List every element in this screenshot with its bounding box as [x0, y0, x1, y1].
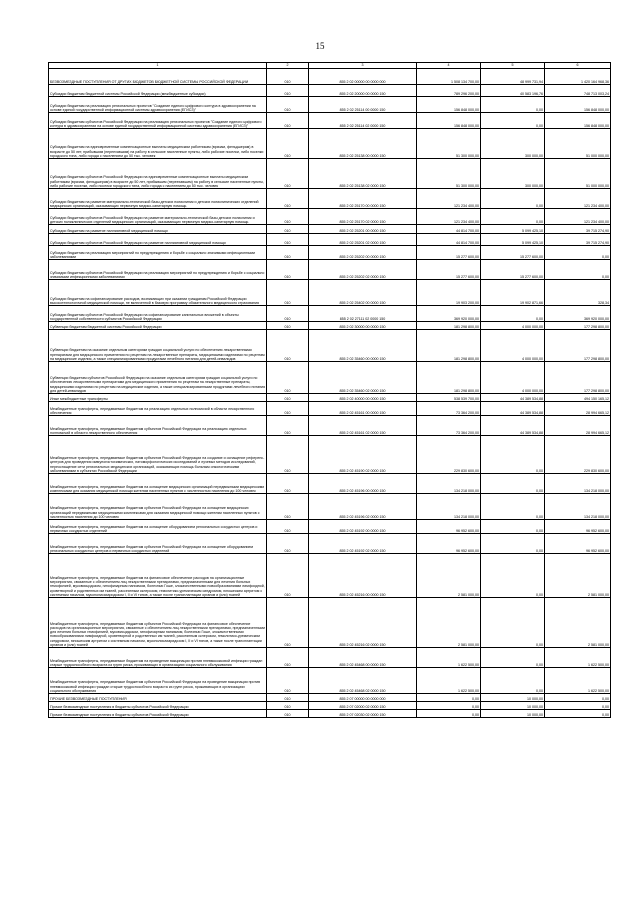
row-unexecuted-cell: 0,00 [545, 694, 611, 702]
row-executed-cell: 19 902 871,66 [481, 280, 545, 306]
row-unexecuted-cell: 156 848 000,00 [545, 97, 611, 113]
row-unexecuted-cell: 0,00 [545, 702, 611, 710]
page-number: 15 [315, 41, 325, 51]
table-row [49, 129, 611, 159]
row-unexecuted-cell: 1 622 500,00 [545, 648, 611, 668]
row-unexecuted-cell: 0,00 [545, 710, 611, 718]
row-line-code-cell: 010 [267, 402, 309, 416]
table-row [49, 280, 611, 306]
row-budget-code-cell: 855 2 02 30000 00 0000 150 [309, 322, 417, 330]
table-row [49, 260, 611, 280]
row-name-cell: Субсидии бюджетам на софинансирование расходов, возникающих при оказании гражданам Российской Федерации высокотехнологичной медицинской помощи, не включенной в базовую программу обязательного медицинского страхования [49, 280, 267, 306]
row-approved-cell: 229 830 600,00 [417, 436, 481, 474]
row-executed-cell: 44 389 534,88 [481, 394, 545, 402]
table-row [49, 394, 611, 402]
row-budget-code-cell: 855 2 02 25114 00 0000 150 [309, 97, 417, 113]
column-number: 2 [267, 63, 309, 69]
table-row [49, 234, 611, 246]
row-executed-cell: 0,00 [481, 306, 545, 322]
row-budget-code-cell: 855 2 02 45468 00 0000 150 [309, 648, 417, 668]
row-line-code-cell: 010 [267, 189, 309, 209]
row-name-cell: Межбюджетные трансферты, передаваемые бюджетам на реализацию отдельных полномочий в области лекарственного обеспечения [49, 402, 267, 416]
row-name-cell: Субсидии бюджетам субъектов Российской Федерации на реализацию мероприятий по предупреждению и борьбе с социально значимыми инфекционными заболеваниями [49, 260, 267, 280]
row-executed-cell: 0,00 [481, 474, 545, 494]
row-line-code-cell: 010 [267, 534, 309, 554]
row-unexecuted-cell: 1 622 500,00 [545, 668, 611, 694]
row-approved-cell: 134 218 000,00 [417, 474, 481, 494]
row-budget-code-cell: 855 2 02 25202 02 0000 150 [309, 260, 417, 280]
row-budget-code-cell: 855 2 02 25202 00 0000 150 [309, 246, 417, 260]
row-approved-cell: 156 848 000,00 [417, 113, 481, 129]
table-row [49, 159, 611, 189]
row-approved-cell: 51 300 000,00 [417, 159, 481, 189]
row-executed-cell: 0,00 [481, 97, 545, 113]
row-line-code-cell: 010 [267, 209, 309, 225]
column-number: 4 [417, 63, 481, 69]
row-budget-code-cell: 855 2 02 45196 00 0000 150 [309, 474, 417, 494]
row-budget-code-cell: 855 2 02 25201 02 0000 150 [309, 234, 417, 246]
row-name-cell: Иные межбюджетные трансферты [49, 394, 267, 402]
row-name-cell: Межбюджетные трансферты, передаваемые бюджетам на оснащение оборудованием региональных сосудистых центров и первичных сосудистых отделений [49, 520, 267, 534]
row-approved-cell: 1 508 134 700,00 [417, 69, 481, 85]
row-name-cell: Межбюджетные трансферты, передаваемые бюджетам субъектов Российской Федерации на оснащение оборудованием региональных сосудистых центров и первичных сосудистых отделений [49, 534, 267, 554]
row-unexecuted-cell: 121 234 400,00 [545, 189, 611, 209]
table-row [49, 306, 611, 322]
row-approved-cell: 96 952 600,00 [417, 534, 481, 554]
table-row [49, 209, 611, 225]
table-row [49, 668, 611, 694]
row-executed-cell: 10 000,00 [481, 694, 545, 702]
row-line-code-cell: 010 [267, 280, 309, 306]
row-line-code-cell: 010 [267, 520, 309, 534]
table-row [49, 694, 611, 702]
row-line-code-cell: 010 [267, 702, 309, 710]
table-row [49, 474, 611, 494]
row-line-code-cell: 010 [267, 69, 309, 85]
table-body [49, 63, 611, 718]
row-budget-code-cell: 855 2 02 27111 02 0000 150 [309, 306, 417, 322]
row-line-code-cell: 010 [267, 97, 309, 113]
row-unexecuted-cell: 28 994 665,12 [545, 416, 611, 436]
row-executed-cell: 44 389 534,88 [481, 402, 545, 416]
row-line-code-cell: 010 [267, 474, 309, 494]
row-executed-cell: 4 000 000,00 [481, 322, 545, 330]
row-approved-cell: 96 952 600,00 [417, 520, 481, 534]
row-executed-cell: 4 000 000,00 [481, 330, 545, 362]
row-name-cell: Субсидии бюджетам субъектов Российской Федерации на развитие паллиативной медицинской помощи [49, 234, 267, 246]
row-approved-cell: 73 364 200,00 [417, 416, 481, 436]
row-line-code-cell: 010 [267, 246, 309, 260]
row-unexecuted-cell: 134 218 000,00 [545, 494, 611, 520]
row-executed-cell: 300 000,00 [481, 159, 545, 189]
row-line-code-cell: 010 [267, 598, 309, 648]
row-budget-code-cell: 855 2 02 45161 02 0000 150 [309, 416, 417, 436]
row-name-cell: Субвенции бюджетам бюджетной системы Российской Федерации [49, 322, 267, 330]
row-unexecuted-cell: 96 952 600,00 [545, 534, 611, 554]
table-row [49, 402, 611, 416]
row-name-cell: Прочие безвозмездные поступления в бюджеты субъектов Российской Федерации [49, 702, 267, 710]
table-row [49, 330, 611, 362]
row-executed-cell: 5 099 425,10 [481, 234, 545, 246]
row-line-code-cell: 010 [267, 225, 309, 234]
table-row [49, 189, 611, 209]
row-executed-cell: 10 000,00 [481, 702, 545, 710]
row-budget-code-cell: 855 2 02 45161 00 0000 150 [309, 402, 417, 416]
row-name-cell: Субсидии бюджетам субъектов Российской Федерации на развитие материально-технической базы детских поликлиник и детских поликлинических отделений медицинских организаций, оказывающих первичную медико-санитарную помощь [49, 209, 267, 225]
row-executed-cell: 4 000 000,00 [481, 362, 545, 394]
row-line-code-cell: 010 [267, 260, 309, 280]
row-approved-cell: 1 622 500,00 [417, 648, 481, 668]
row-name-cell: Субсидии бюджетам бюджетной системы Российской Федерации (межбюджетные субсидии) [49, 85, 267, 97]
table-row [49, 648, 611, 668]
row-executed-cell: 40 583 196,76 [481, 85, 545, 97]
row-approved-cell: 369 920 000,00 [417, 306, 481, 322]
row-unexecuted-cell: 96 952 600,00 [545, 520, 611, 534]
row-approved-cell: 2 581 000,00 [417, 554, 481, 598]
row-budget-code-cell: 855 2 02 20000 00 0000 150 [309, 85, 417, 97]
row-unexecuted-cell: 28 994 665,12 [545, 402, 611, 416]
table-row [49, 246, 611, 260]
row-executed-cell: 48 999 731,94 [481, 69, 545, 85]
table-row [49, 69, 611, 85]
row-executed-cell: 15 277 600,00 [481, 246, 545, 260]
row-name-cell: Прочие безвозмездные поступления в бюджеты субъектов Российской Федерации [49, 710, 267, 718]
row-name-cell: Межбюджетные трансферты, передаваемые бюджетам субъектов Российской Федерации на реализацию отдельных полномочий в области лекарственного обеспечения [49, 416, 267, 436]
row-unexecuted-cell: 2 581 000,00 [545, 554, 611, 598]
row-budget-code-cell: 855 2 02 45196 02 0000 150 [309, 494, 417, 520]
row-unexecuted-cell: 121 234 400,00 [545, 209, 611, 225]
row-name-cell: ПРОЧИЕ БЕЗВОЗМЕЗДНЫЕ ПОСТУПЛЕНИЯ [49, 694, 267, 702]
table-row [49, 113, 611, 129]
row-unexecuted-cell: 134 218 000,00 [545, 474, 611, 494]
row-line-code-cell: 010 [267, 330, 309, 362]
row-budget-code-cell: 855 2 02 45216 02 0000 150 [309, 598, 417, 648]
row-name-cell: Субвенции бюджетам на оказание отдельным категориям граждан социальной услуги по обеспечению лекарственными препаратами для медицинского применения по рецептам на лекарственные препараты, медицинскими изделиями по рецептам на медицинские изделия, а также специализированными продуктами лечебного питания для детей-инвалидов [49, 330, 267, 362]
table-row [49, 554, 611, 598]
row-name-cell: Межбюджетные трансферты, передаваемые бюджетам субъектов Российской Федерации на создание и оснащение референс-центров для проведения иммуногистохимических, патоморфологических исследований и лучевых методов исследований, переоснащение сети региональных медицинских организаций, оказывающих помощь больным онкологическими заболеваниями в субъектах Российской Федерации [49, 436, 267, 474]
row-unexecuted-cell: 748 713 003,24 [545, 85, 611, 97]
row-name-cell: Субсидии бюджетам на реализацию мероприятий по предупреждению и борьбе с социально значимыми инфекционными заболеваниями [49, 246, 267, 260]
row-executed-cell: 0,00 [481, 648, 545, 668]
row-name-cell: Субсидии бюджетам субъектов Российской Федерации на реализацию региональных проектов "Создание единого цифрового контура в здравоохранении на основе единой государственной информационной системы здравоохранения (ЕГИСЗ)" [49, 113, 267, 129]
row-approved-cell: 538 539 700,00 [417, 394, 481, 402]
row-name-cell: Субсидии бюджетам субъектов Российской Федерации на софинансирование капитальных вложений в объекты государственной собственности субъектов Российской Федерации [49, 306, 267, 322]
row-approved-cell: 181 298 800,00 [417, 362, 481, 394]
row-approved-cell: 15 277 600,00 [417, 246, 481, 260]
row-executed-cell: 5 099 425,10 [481, 225, 545, 234]
row-budget-code-cell: 855 2 02 25201 00 0000 150 [309, 225, 417, 234]
row-executed-cell: 300 000,00 [481, 129, 545, 159]
row-budget-code-cell: 855 2 02 25138 02 0000 150 [309, 159, 417, 189]
row-unexecuted-cell: 229 830 600,00 [545, 436, 611, 474]
row-line-code-cell: 010 [267, 436, 309, 474]
table-row [49, 97, 611, 113]
column-number: 6 [545, 63, 611, 69]
row-unexecuted-cell: 0,00 [545, 246, 611, 260]
table-row [49, 494, 611, 520]
row-budget-code-cell: 855 2 02 45216 00 0000 150 [309, 554, 417, 598]
row-unexecuted-cell: 156 848 000,00 [545, 113, 611, 129]
row-executed-cell: 0,00 [481, 436, 545, 474]
row-unexecuted-cell: 494 150 165,12 [545, 394, 611, 402]
row-unexecuted-cell: 39 715 274,90 [545, 225, 611, 234]
row-approved-cell: 156 848 000,00 [417, 97, 481, 113]
row-approved-cell: 789 296 200,00 [417, 85, 481, 97]
row-unexecuted-cell: 2 581 000,00 [545, 598, 611, 648]
table-row [49, 225, 611, 234]
table-row [49, 710, 611, 718]
row-unexecuted-cell: 39 715 274,90 [545, 234, 611, 246]
row-budget-code-cell: 855 2 02 00000 00 0000 000 [309, 69, 417, 85]
row-budget-code-cell: 855 2 02 25170 02 0000 150 [309, 209, 417, 225]
row-budget-code-cell: 855 2 07 02030 02 0000 150 [309, 710, 417, 718]
row-line-code-cell: 010 [267, 694, 309, 702]
row-line-code-cell: 010 [267, 668, 309, 694]
row-approved-cell: 73 364 200,00 [417, 402, 481, 416]
row-name-cell: Межбюджетные трансферты, передаваемые бюджетам субъектов Российской Федерации на финансовое обеспечение расходов на организационные мероприятия, связанные с обеспечением лиц лекарственными препаратами, предназначенными для лечения больных гемофилией, муковисцидозом, гипофизарным нанизмом, болезнью Гоше, злокачественными новообразованиями лимфоидной, кроветворной и родственных им тканей, рассеянным склерозом, гемолитико-уремическим синдромом, юношеским артритом с системным началом, мукополисахаридозом I, II и VI типов, а также после трансплантации органов и (или) тканей [49, 598, 267, 648]
row-executed-cell: 44 389 534,88 [481, 416, 545, 436]
row-line-code-cell: 010 [267, 85, 309, 97]
row-unexecuted-cell: 177 298 800,00 [545, 330, 611, 362]
row-name-cell: БЕЗВОЗМЕЗДНЫЕ ПОСТУПЛЕНИЯ ОТ ДРУГИХ БЮДЖЕТОВ БЮДЖЕТНОЙ СИСТЕМЫ РОССИЙСКОЙ ФЕДЕРАЦИИ [49, 69, 267, 85]
column-number: 1 [49, 63, 267, 69]
row-name-cell: Межбюджетные трансферты, передаваемые бюджетам на проведение вакцинации против пневмококковой инфекции граждан старше трудоспособного возраста из групп риска, проживающих в организациях социального обслуживания [49, 648, 267, 668]
row-unexecuted-cell: 177 298 800,00 [545, 362, 611, 394]
row-approved-cell: 134 218 000,00 [417, 494, 481, 520]
row-executed-cell: 0,00 [481, 189, 545, 209]
row-approved-cell: 121 234 400,00 [417, 189, 481, 209]
row-approved-cell: 44 814 700,00 [417, 234, 481, 246]
row-unexecuted-cell: 51 000 000,00 [545, 129, 611, 159]
row-unexecuted-cell: 369 920 000,00 [545, 306, 611, 322]
table-row [49, 436, 611, 474]
row-name-cell: Субсидии бюджетам на реализацию региональных проектов "Создание единого цифрового контура в здравоохранении на основе единой государственной информационной системы здравоохранения (ЕГИСЗ)" [49, 97, 267, 113]
row-line-code-cell: 010 [267, 234, 309, 246]
row-name-cell: Межбюджетные трансферты, передаваемые бюджетам субъектов Российской Федерации на проведение вакцинации против пневмококковой инфекции граждан старше трудоспособного возраста из групп риска, проживающих в организациях социального обслуживания [49, 668, 267, 694]
row-name-cell: Субвенции бюджетам субъектов Российской Федерации на оказание отдельным категориям граждан социальной услуги по обеспечению лекарственными препаратами для медицинского применения по рецептам на лекарственные препараты, медицинскими изделиями по рецептам на медицинские изделия, а также специализированными продуктами лечебного питания для детей-инвалидов [49, 362, 267, 394]
row-unexecuted-cell: 1 420 164 968,36 [545, 69, 611, 85]
table-row [49, 702, 611, 710]
table-row [49, 598, 611, 648]
row-budget-code-cell: 855 2 02 25138 00 0000 150 [309, 129, 417, 159]
row-line-code-cell: 010 [267, 306, 309, 322]
row-line-code-cell: 010 [267, 129, 309, 159]
row-approved-cell: 51 300 000,00 [417, 129, 481, 159]
row-unexecuted-cell: 51 000 000,00 [545, 159, 611, 189]
row-budget-code-cell: 855 2 02 35460 02 0000 150 [309, 362, 417, 394]
row-executed-cell: 0,00 [481, 494, 545, 520]
row-executed-cell: 0,00 [481, 668, 545, 694]
row-name-cell: Субсидии бюджетам на развитие материально-технической базы детских поликлиник и детских поликлинических отделений медицинских организаций, оказывающих первичную медико-санитарную помощь [49, 189, 267, 209]
row-budget-code-cell: 855 2 02 45468 02 0000 150 [309, 668, 417, 694]
row-line-code-cell: 010 [267, 648, 309, 668]
row-line-code-cell: 010 [267, 113, 309, 129]
row-unexecuted-cell: 0,00 [545, 260, 611, 280]
row-line-code-cell: 010 [267, 362, 309, 394]
row-approved-cell: 19 903 200,00 [417, 280, 481, 306]
row-name-cell: Межбюджетные трансферты, передаваемые бюджетам на финансовое обеспечение расходов на организационные мероприятия, связанные с обеспечением лиц лекарственными препаратами, предназначенными для лечения больных гемофилией, муковисцидозом, гипофизарным нанизмом, болезнью Гоше, злокачественными новообразованиями лимфоидной, кроветворной и родственных им тканей, рассеянным склерозом, гемолитико-уремическим синдромом, юношеским артритом с системным началом, мукополисахаридозом I, II и VI типов, а также после трансплантации органов и (или) тканей [49, 554, 267, 598]
table-row [49, 416, 611, 436]
row-name-cell: Межбюджетные трансферты, передаваемые бюджетам субъектов Российской Федерации на оснащение медицинских организаций передвижными медицинскими комплексами для оказания медицинской помощи жителям населенных пунктов с численностью населения до 100 человек [49, 494, 267, 520]
row-approved-cell: 0,00 [417, 702, 481, 710]
row-budget-code-cell: 855 2 02 45190 02 0000 150 [309, 436, 417, 474]
row-executed-cell: 0,00 [481, 520, 545, 534]
row-executed-cell: 0,00 [481, 534, 545, 554]
row-executed-cell: 0,00 [481, 113, 545, 129]
table-row [49, 322, 611, 330]
table-row [49, 534, 611, 554]
budget-report-table [48, 62, 611, 718]
table-row [49, 362, 611, 394]
row-unexecuted-cell: 177 298 800,00 [545, 322, 611, 330]
row-line-code-cell: 010 [267, 554, 309, 598]
row-line-code-cell: 010 [267, 416, 309, 436]
row-budget-code-cell: 855 2 07 00000 00 0000 000 [309, 694, 417, 702]
row-approved-cell: 2 581 000,00 [417, 598, 481, 648]
row-approved-cell: 121 234 400,00 [417, 209, 481, 225]
row-name-cell: Субсидии бюджетам на единовременные компенсационные выплаты медицинским работникам (врачам, фельдшерам) в возрасте до 50 лет, прибывшим (переехавшим) на работу в сельские населенные пункты, либо рабочие поселки, либо поселки городского типа, либо города с населением до 50 тыс. человек [49, 129, 267, 159]
row-name-cell: Межбюджетные трансферты, передаваемые бюджетам на оснащение медицинских организаций передвижными медицинскими комплексами для оказания медицинской помощи жителям населенных пунктов с численностью населения до 100 человек [49, 474, 267, 494]
column-number: 3 [309, 63, 417, 69]
row-budget-code-cell: 855 2 02 25170 00 0000 150 [309, 189, 417, 209]
row-budget-code-cell: 855 2 07 02000 02 0000 150 [309, 702, 417, 710]
table-row [49, 85, 611, 97]
row-approved-cell: 1 622 500,00 [417, 668, 481, 694]
row-name-cell: Субсидии бюджетам на развитие паллиативной медицинской помощи [49, 225, 267, 234]
row-budget-code-cell: 855 2 02 45192 00 0000 150 [309, 520, 417, 534]
row-approved-cell: 0,00 [417, 710, 481, 718]
row-approved-cell: 181 298 800,00 [417, 322, 481, 330]
row-line-code-cell: 010 [267, 710, 309, 718]
row-budget-code-cell: 855 2 02 25402 00 0000 150 [309, 280, 417, 306]
table-row [49, 520, 611, 534]
row-line-code-cell: 010 [267, 394, 309, 402]
row-budget-code-cell: 855 2 02 25114 02 0000 150 [309, 113, 417, 129]
row-executed-cell: 0,00 [481, 598, 545, 648]
row-unexecuted-cell: 328,34 [545, 280, 611, 306]
column-number: 5 [481, 63, 545, 69]
row-approved-cell: 44 814 700,00 [417, 225, 481, 234]
row-line-code-cell: 010 [267, 494, 309, 520]
row-executed-cell: 0,00 [481, 209, 545, 225]
row-line-code-cell: 010 [267, 322, 309, 330]
row-executed-cell: 10 000,00 [481, 710, 545, 718]
row-budget-code-cell: 855 2 02 40000 00 0000 150 [309, 394, 417, 402]
row-budget-code-cell: 855 2 02 45192 02 0000 150 [309, 534, 417, 554]
row-line-code-cell: 010 [267, 159, 309, 189]
row-approved-cell: 15 277 600,00 [417, 260, 481, 280]
row-executed-cell: 0,00 [481, 554, 545, 598]
row-budget-code-cell: 855 2 02 35460 00 0000 150 [309, 330, 417, 362]
row-executed-cell: 15 277 600,00 [481, 260, 545, 280]
row-approved-cell: 181 298 800,00 [417, 330, 481, 362]
row-approved-cell: 0,00 [417, 694, 481, 702]
row-name-cell: Субсидии бюджетам субъектов Российской Федерации на единовременные компенсационные выплаты медицинским работникам (врачам, фельдшерам) в возрасте до 50 лет, прибывшим (переехавшим) на работу в сельские населенные пункты, либо рабочие поселки, либо поселки городского типа, либо города с населением до 50 тыс. человек [49, 159, 267, 189]
